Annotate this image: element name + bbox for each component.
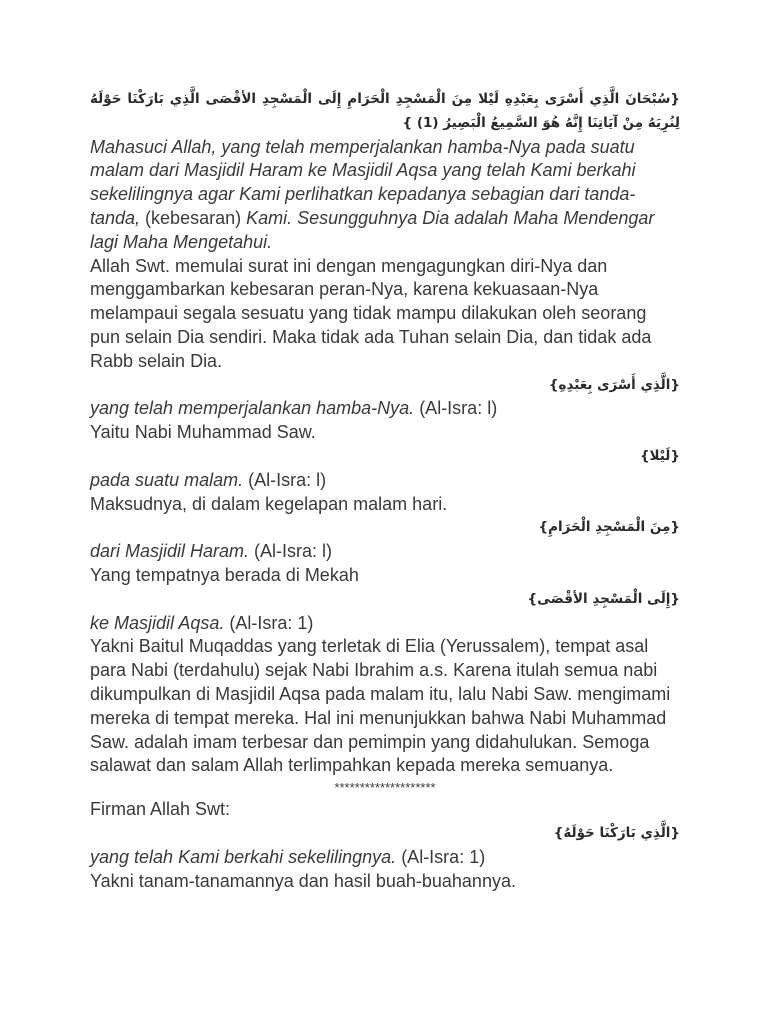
section-arabic: {الَّذِي بَارَكْنَا حَوْلَهُ} bbox=[553, 824, 680, 841]
section-arabic: {لَيْلا} bbox=[639, 447, 680, 464]
section-arabic: {إِلَى الْمَسْجِدِ الأقْصَى} bbox=[527, 590, 680, 607]
firman-heading: Firman Allah Swt: bbox=[90, 799, 231, 820]
section-arabic: {مِنَ الْمَسْجِدِ الْحَرَامِ} bbox=[538, 519, 680, 536]
section-italic: yang telah Kami berkahi sekelilingnya. bbox=[90, 846, 397, 867]
section-ref: (Al-Isra: l) bbox=[243, 469, 327, 490]
section-translation bbox=[90, 397, 680, 421]
section-body: Yang tempatnya berada di Mekah bbox=[90, 564, 359, 585]
section-ref: (Al-Isra: 1) bbox=[396, 846, 486, 867]
section-translation bbox=[90, 469, 680, 493]
section-body: Yakni Baitul Muqaddas yang terletak di Elia (Yerussalem), tempat asal para Nabi (terdahulu) sejak Nabi Ibrahim a.s. Karena itulah semua nabi dikumpulkan di Masjidil Aqsa pada malam itu, lalu Nabi Saw. mengimami mereka di tempat mereka. Hal ini menunjukkan bahwa Nabi Muhammad Saw. adalah imam terbesar dan pemimpin yang didahulukan. Semoga salawat dan salam Allah terlimpahkan kepada mereka semuanya. bbox=[90, 636, 671, 776]
translation-part-2: (kebesaran) bbox=[140, 207, 247, 228]
intro-paragraph: Allah Swt. memulai surat ini dengan mengagungkan diri-Nya dan menggambarkan kebesaran peran-Nya, karena kekuasaan-Nya melampaui segala sesuatu yang tidak mampu dilakukan oleh seorang pun selain Dia sendiri. Maka tidak ada Tuhan selain Dia, dan tidak ada Rabb selain Dia. bbox=[90, 255, 652, 371]
section-italic: pada suatu malam. bbox=[90, 469, 244, 490]
translation-part-3: Kami. Sesungguhnya Dia adalah Maha Mendengar lagi Maha Mengetahui. bbox=[90, 207, 655, 252]
document-content bbox=[90, 88, 680, 893]
section-italic: dari Masjidil Haram. bbox=[90, 541, 250, 562]
section-italic: ke Masjidil Aqsa. bbox=[90, 612, 225, 633]
section-body: Maksudnya, di dalam kegelapan malam hari. bbox=[90, 493, 448, 514]
section-body: Yaitu Nabi Muhammad Saw. bbox=[90, 422, 316, 443]
section-translation bbox=[90, 540, 680, 564]
verse-translation bbox=[90, 136, 680, 255]
section-translation bbox=[90, 612, 680, 636]
section-arabic: {الَّذِي أَسْرَى بِعَبْدِهِ} bbox=[548, 376, 680, 393]
section-ref: (Al-Isra: l) bbox=[414, 398, 498, 419]
translation-part-1: Mahasuci Allah, yang telah memperjalankan hamba-Nya pada suatu malam dari Masjidil Haram ke Masjidil Aqsa yang telah Kami berkahi sekelilingnya agar Kami perlihatkan kepadanya sebagian dari tanda-tanda, bbox=[90, 136, 636, 228]
section-italic: yang telah memperjalankan hamba-Nya. bbox=[90, 398, 415, 419]
separator: ******************** bbox=[334, 780, 436, 796]
section-ref: (Al-Isra: l) bbox=[249, 541, 333, 562]
section-translation bbox=[90, 846, 680, 870]
section-body: Yakni tanam-tanamannya dan hasil buah-buahannya. bbox=[90, 870, 516, 891]
verse-arabic: {سُبْحَانَ الَّذِي أَسْرَى بِعَبْدِهِ لَيْلا مِنَ الْمَسْجِدِ الْحَرَامِ إِلَى الْمَسْجِدِ الأقْصَى الَّذِي بَارَكْنَا حَوْلَهُ لِنُرِيَهُ مِنْ آيَاتِنَا إِنَّهُ هُوَ السَّمِيعُ الْبَصِيرُ (1) } bbox=[90, 91, 680, 131]
section-ref: (Al-Isra: 1) bbox=[224, 612, 314, 633]
